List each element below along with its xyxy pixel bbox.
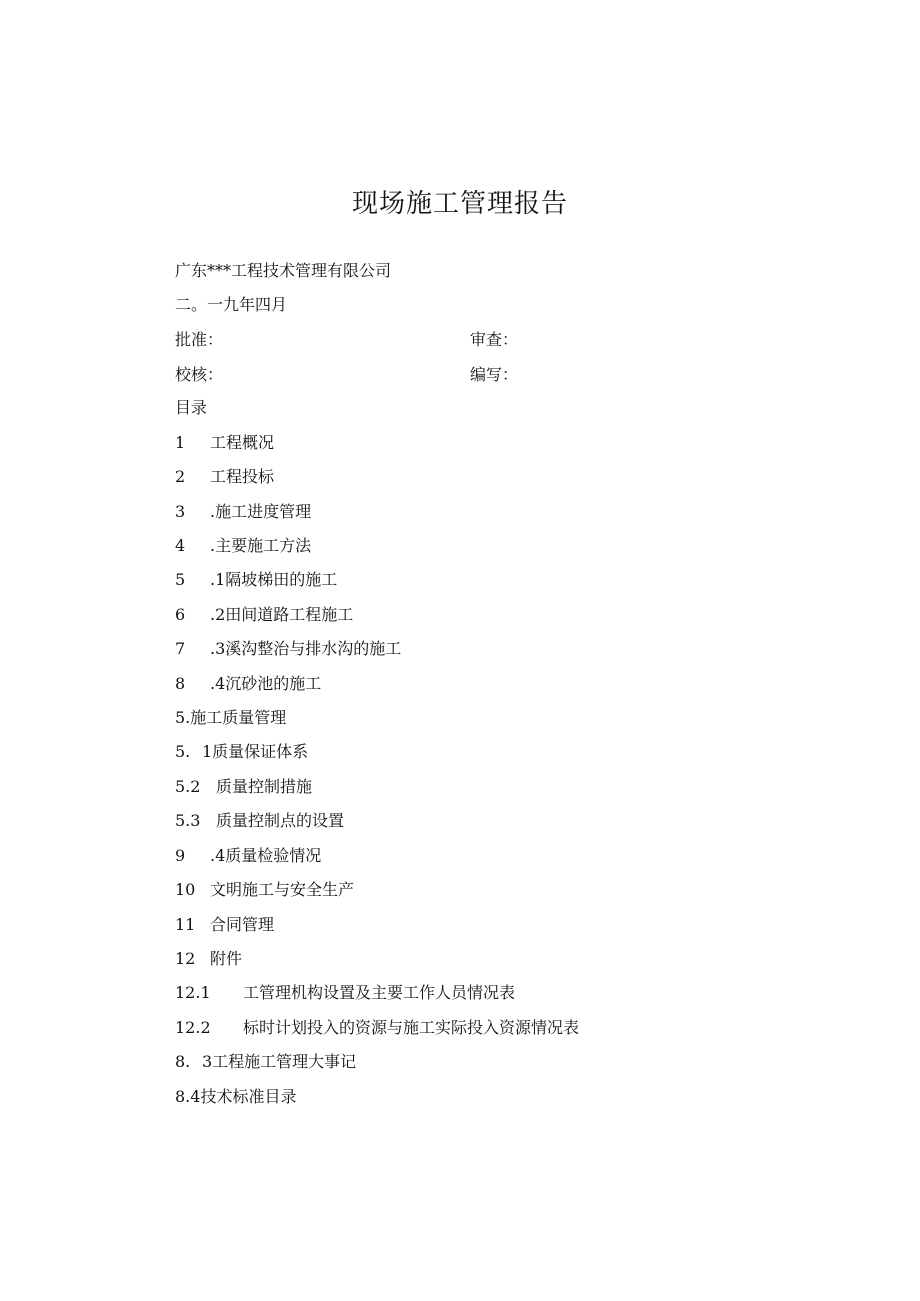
toc-item-text: 工程投标 xyxy=(210,467,275,486)
toc-item-text: 标时计划投入的资源与施工实际投入资源情况表 xyxy=(243,1018,580,1037)
toc-item-text: .4质量检验情况 xyxy=(210,846,322,865)
toc-item xyxy=(175,707,286,729)
toc-item-number: 6 xyxy=(175,605,186,624)
toc-item-text: 3工程施工管理大事记 xyxy=(202,1052,357,1071)
toc-item-text: .2田间道路工程施工 xyxy=(210,605,354,624)
toc-item-number: 9 xyxy=(175,846,186,865)
toc-item xyxy=(175,914,274,936)
toc-item-text: .1隔坡梯田的施工 xyxy=(210,570,338,589)
toc-item-number: 11 xyxy=(175,915,196,934)
toc-item xyxy=(175,432,274,454)
toc-item-number: 10 xyxy=(175,880,196,899)
toc-item xyxy=(175,604,353,626)
toc-item xyxy=(175,845,321,867)
toc-item-text: 5.施工质量管理 xyxy=(175,708,287,727)
toc-item-number: 2 xyxy=(175,467,186,486)
toc-item-text: 工管理机构设置及主要工作人员情况表 xyxy=(243,983,516,1002)
toc-item xyxy=(175,810,344,832)
toc-item xyxy=(175,776,312,798)
toc-item-number: 5.2 xyxy=(175,777,201,796)
toc-item-text: 质量控制措施 xyxy=(216,777,313,796)
document-title: 现场施工管理报告 xyxy=(351,189,568,219)
check-label: 校核： xyxy=(175,365,224,384)
toc-item-number: 8 xyxy=(175,674,186,693)
toc-item xyxy=(175,948,242,970)
toc-item-number: 5.3 xyxy=(175,811,201,830)
toc-item-text: 附件 xyxy=(210,949,243,968)
toc-item xyxy=(175,638,401,660)
toc-item xyxy=(175,673,321,695)
toc-item-number: 1 xyxy=(175,433,186,452)
review-label: 审查： xyxy=(470,330,519,349)
toc-item-number: 8. xyxy=(175,1052,191,1071)
toc-item-text: .施工进度管理 xyxy=(210,502,312,521)
write-label: 编写： xyxy=(470,365,519,384)
toc-item-text: 工程概况 xyxy=(210,433,275,452)
toc-heading: 目录 xyxy=(175,398,208,417)
toc-item-text: 合同管理 xyxy=(210,915,275,934)
toc-item-number: 4 xyxy=(175,536,186,555)
toc-item-text: 质量控制点的设置 xyxy=(216,811,345,830)
toc-item-text: 1质量保证体系 xyxy=(202,742,309,761)
report-date: 二。一九年四月 xyxy=(175,295,288,314)
toc-item-number: 5. xyxy=(175,742,191,761)
company-name: 广东***工程技术管理有限公司 xyxy=(175,261,392,280)
toc-item xyxy=(175,535,311,557)
toc-item-text: .4沉砂池的施工 xyxy=(210,674,322,693)
toc-item xyxy=(175,741,308,763)
toc-item xyxy=(175,1017,579,1039)
toc-item-number: 12.1 xyxy=(175,983,211,1002)
toc-item-number: 7 xyxy=(175,639,186,658)
toc-item-number: 12.2 xyxy=(175,1018,211,1037)
toc-item xyxy=(175,879,354,901)
toc-item xyxy=(175,1086,296,1108)
toc-item-text: 8.4技术标准目录 xyxy=(175,1087,297,1106)
toc-item xyxy=(175,982,515,1004)
toc-item-text: .主要施工方法 xyxy=(210,536,312,555)
toc-item-number: 12 xyxy=(175,949,196,968)
toc-item xyxy=(175,569,337,591)
approve-label: 批准： xyxy=(175,330,224,349)
toc-item xyxy=(175,466,274,488)
toc-item xyxy=(175,501,311,523)
toc-item-text: 文明施工与安全生产 xyxy=(210,880,355,899)
toc-item-text: .3溪沟整治与排水沟的施工 xyxy=(210,639,402,658)
toc-item-number: 3 xyxy=(175,502,186,521)
toc-item xyxy=(175,1051,356,1073)
toc-item-number: 5 xyxy=(175,570,186,589)
